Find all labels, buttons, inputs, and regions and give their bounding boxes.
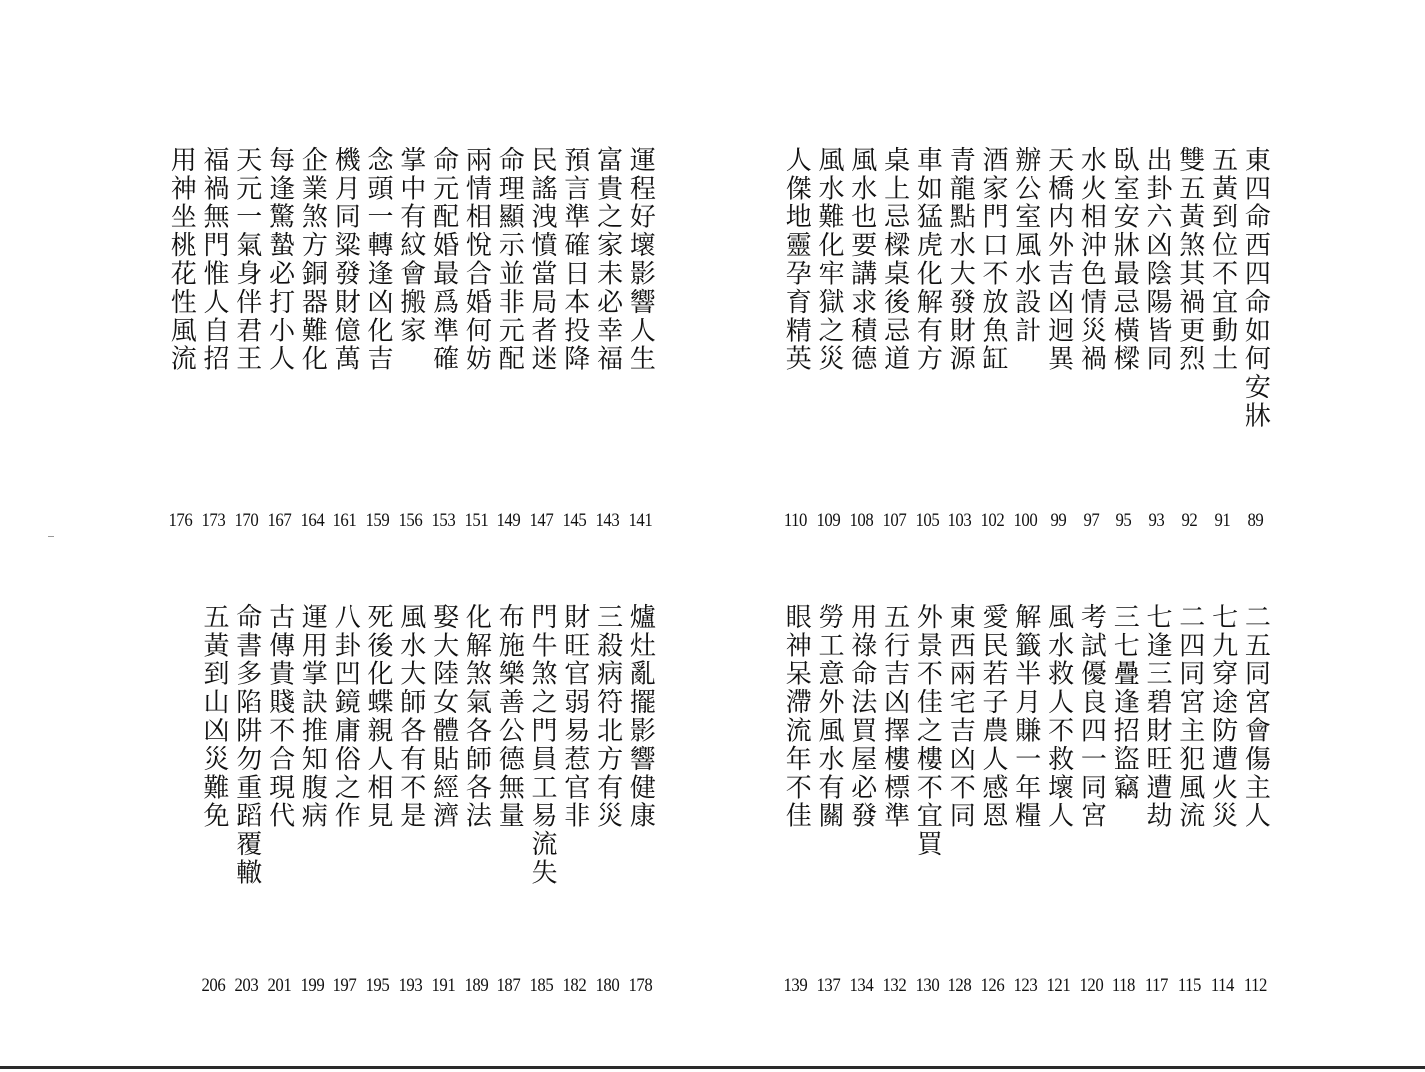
toc-entry-page-number[interactable]: 173: [201, 510, 226, 531]
toc-entry-title[interactable]: 東四命西四命如何安牀: [1240, 146, 1271, 430]
toc-entry-title[interactable]: 天元一氣身伴君王: [231, 146, 262, 374]
toc-entry-page-number[interactable]: 145: [562, 510, 587, 531]
toc-entry-title[interactable]: 運用掌訣推知腹病: [297, 603, 328, 831]
toc-entry-title[interactable]: 青龍點水大發財源: [945, 146, 976, 374]
toc-entry-title[interactable]: 命元配婚最爲準確: [428, 146, 459, 374]
toc-entry-title[interactable]: 水火相沖色情災禍: [1076, 146, 1107, 374]
toc-entry-page-number[interactable]: 178: [628, 975, 652, 996]
toc-entry-page-number[interactable]: 176: [168, 510, 193, 531]
toc-entry-page-number[interactable]: 197: [332, 975, 357, 996]
toc-entry-page-number[interactable]: 203: [234, 975, 259, 996]
toc-entry-page-number[interactable]: 123: [1013, 975, 1038, 996]
toc-entry-title[interactable]: 爐灶亂擺影響健康: [625, 603, 656, 831]
toc-entry-title[interactable]: 愛民若子農人感恩: [977, 603, 1008, 831]
toc-entry-title[interactable]: 命理顯示並非元配: [494, 146, 525, 374]
toc-entry-page-number[interactable]: 102: [980, 510, 1005, 531]
toc-entry-page-number[interactable]: 108: [849, 510, 874, 531]
page-bottom-rule: [0, 1066, 1425, 1069]
toc-entry-page-number[interactable]: 180: [595, 975, 620, 996]
toc-entry-title[interactable]: 五行吉凶擇樓標準: [879, 603, 910, 831]
toc-entry-title[interactable]: 用祿命法買屋必發: [846, 603, 877, 831]
margin-mark: [48, 536, 54, 537]
toc-entry-title[interactable]: 眼神呆滯流年不佳: [781, 603, 812, 831]
toc-entry-title[interactable]: 三七疊逢招盜竊: [1109, 603, 1140, 802]
toc-entry-title[interactable]: 預言準確日本投降: [559, 146, 590, 374]
toc-entry-title[interactable]: 古傳貴賤不合現代: [264, 603, 295, 831]
toc-entry-page-number[interactable]: 189: [464, 975, 488, 996]
toc-entry-title[interactable]: 風水救人不救壞人: [1043, 603, 1074, 831]
toc-entry-page-number[interactable]: 132: [882, 975, 907, 996]
toc-entry-page-number[interactable]: 109: [816, 510, 841, 531]
toc-entry-title[interactable]: 解籤半月賺一年糧: [1010, 603, 1041, 831]
toc-entry-page-number[interactable]: 99: [1050, 510, 1067, 531]
toc-entry-title[interactable]: 辦公室風水設計: [1010, 146, 1041, 345]
toc-entry-title[interactable]: 七逢三碧財旺遭劫: [1141, 603, 1172, 831]
toc-entry-page-number[interactable]: 118: [1112, 975, 1136, 996]
toc-entry-page-number[interactable]: 107: [882, 510, 907, 531]
toc-entry-page-number[interactable]: 97: [1083, 510, 1099, 531]
toc-entry-title[interactable]: 車如猛虎化解有方: [912, 146, 943, 374]
toc-entry-title[interactable]: 七九穿途防遭火災: [1207, 603, 1238, 831]
toc-entry-page-number[interactable]: 128: [947, 975, 972, 996]
toc-entry-title[interactable]: 兩情相悅合婚何妨: [461, 146, 492, 374]
toc-entry-page-number[interactable]: 191: [431, 975, 456, 996]
toc-entry-title[interactable]: 每逢驚蟄必打小人: [264, 146, 295, 374]
toc-entry-page-number[interactable]: 100: [1013, 510, 1038, 531]
toc-entry-title[interactable]: 出卦六凶陰陽皆同: [1141, 146, 1172, 374]
toc-entry-page-number[interactable]: 156: [398, 510, 423, 531]
toc-entry-title[interactable]: 雙五黃煞其禍更烈: [1174, 146, 1205, 374]
toc-entry-page-number[interactable]: 206: [201, 975, 226, 996]
toc-entry-title[interactable]: 風水大師各有不是: [395, 603, 426, 831]
toc-entry-page-number[interactable]: 164: [300, 510, 324, 531]
toc-entry-page-number[interactable]: 130: [915, 975, 939, 996]
toc-entry-page-number[interactable]: 121: [1046, 975, 1071, 996]
toc-entry-title[interactable]: 財旺官弱易惹官非: [559, 603, 590, 831]
toc-entry-title[interactable]: 東西兩宅吉凶不同: [945, 603, 976, 831]
toc-entry-title[interactable]: 二五同宮會傷主人: [1240, 603, 1271, 831]
toc-entry-page-number[interactable]: 89: [1247, 510, 1263, 531]
toc-entry-page-number[interactable]: 110: [784, 510, 808, 531]
toc-entry-title[interactable]: 外景不佳之樓不宜買: [912, 603, 943, 859]
toc-entry-page-number[interactable]: 139: [783, 975, 808, 996]
toc-entry-title[interactable]: 機月同粱發財億萬: [330, 146, 361, 374]
toc-entry-title[interactable]: 福禍無門惟人自招: [198, 146, 229, 374]
toc-entry-page-number[interactable]: 137: [816, 975, 841, 996]
toc-entry-title[interactable]: 富貴之家未必幸福: [592, 146, 623, 374]
toc-entry-title[interactable]: 酒家門口不放魚缸: [977, 146, 1008, 374]
toc-entry-page-number[interactable]: 161: [332, 510, 357, 531]
toc-entry-title[interactable]: 命書多陷阱勿重蹈覆轍: [231, 603, 262, 887]
toc-entry-title[interactable]: 風水難化牢獄之災: [813, 146, 844, 374]
toc-entry-page-number[interactable]: 134: [849, 975, 874, 996]
toc-entry-page-number[interactable]: 167: [267, 510, 292, 531]
toc-entry-page-number[interactable]: 126: [980, 975, 1005, 996]
toc-entry-title[interactable]: 娶大陸女體貼經濟: [428, 603, 459, 831]
toc-entry-page-number[interactable]: 93: [1148, 510, 1165, 531]
toc-entry-page-number[interactable]: 182: [562, 975, 587, 996]
toc-entry-page-number[interactable]: 120: [1079, 975, 1103, 996]
toc-entry-title[interactable]: 門牛煞之門員工易流失: [526, 603, 557, 887]
toc-entry-title[interactable]: 化解煞氣各師各法: [461, 603, 492, 831]
toc-entry-page-number[interactable]: 151: [464, 510, 488, 531]
toc-entry-title[interactable]: 五黃到位不宜動土: [1207, 146, 1238, 374]
toc-entry-title[interactable]: 三殺病符北方有災: [592, 603, 623, 831]
toc-entry-page-number[interactable]: 170: [234, 510, 259, 531]
toc-entry-page-number[interactable]: 195: [365, 975, 390, 996]
toc-entry-title[interactable]: 天橋内外吉凶迥異: [1043, 146, 1074, 374]
toc-entry-title[interactable]: 運程好壞影響人生: [625, 146, 656, 374]
toc-entry-title[interactable]: 桌上忌樑桌後忌道: [879, 146, 910, 374]
toc-entry-title[interactable]: 死後化蝶親人相見: [362, 603, 393, 831]
toc-entry-page-number[interactable]: 105: [915, 510, 939, 531]
toc-entry-page-number[interactable]: 201: [267, 975, 292, 996]
toc-entry-title[interactable]: 考試優良四一同宮: [1076, 603, 1107, 831]
toc-entry-title[interactable]: 掌中有紋會搬家: [395, 146, 426, 345]
toc-entry-title[interactable]: 二四同宮主犯風流: [1174, 603, 1205, 831]
toc-entry-title[interactable]: 人傑地靈孕育精英: [781, 146, 812, 374]
toc-entry-page-number[interactable]: 114: [1210, 975, 1234, 996]
toc-entry-page-number[interactable]: 91: [1214, 510, 1231, 531]
toc-entry-title[interactable]: 念頭一轉逢凶化吉: [362, 146, 393, 374]
toc-entry-title[interactable]: 企業煞方銅器難化: [297, 146, 328, 374]
toc-entry-page-number[interactable]: 117: [1145, 975, 1169, 996]
toc-entry-title[interactable]: 民謠洩憤當局者迷: [526, 146, 557, 374]
toc-entry-title[interactable]: 五黃到山凶災難免: [198, 603, 229, 831]
toc-entry-title[interactable]: 風水也要講求積德: [846, 146, 877, 374]
toc-entry-page-number[interactable]: 193: [398, 975, 423, 996]
toc-entry-page-number[interactable]: 159: [365, 510, 390, 531]
toc-entry-page-number[interactable]: 199: [300, 975, 324, 996]
toc-entry-page-number[interactable]: 187: [496, 975, 521, 996]
toc-entry-title[interactable]: 勞工意外風水有關: [813, 603, 844, 831]
toc-entry-title[interactable]: 用神坐桃花性風流: [166, 146, 197, 374]
toc-entry-page-number[interactable]: 92: [1181, 510, 1198, 531]
toc-entry-page-number[interactable]: 112: [1243, 975, 1267, 996]
toc-entry-page-number[interactable]: 153: [431, 510, 456, 531]
toc-entry-title[interactable]: 八卦凹鏡庸俗之作: [330, 603, 361, 831]
toc-entry-page-number[interactable]: 143: [595, 510, 620, 531]
toc-entry-title[interactable]: 布施樂善公德無量: [494, 603, 525, 831]
toc-entry-page-number[interactable]: 103: [947, 510, 972, 531]
toc-entry-page-number[interactable]: 147: [529, 510, 554, 531]
toc-entry-page-number[interactable]: 141: [628, 510, 652, 531]
toc-entry-page-number[interactable]: 185: [529, 975, 554, 996]
toc-entry-title[interactable]: 臥室安牀最忌橫樑: [1109, 146, 1140, 374]
toc-entry-page-number[interactable]: 115: [1177, 975, 1201, 996]
toc-entry-page-number[interactable]: 149: [496, 510, 521, 531]
toc-entry-page-number[interactable]: 95: [1115, 510, 1132, 531]
